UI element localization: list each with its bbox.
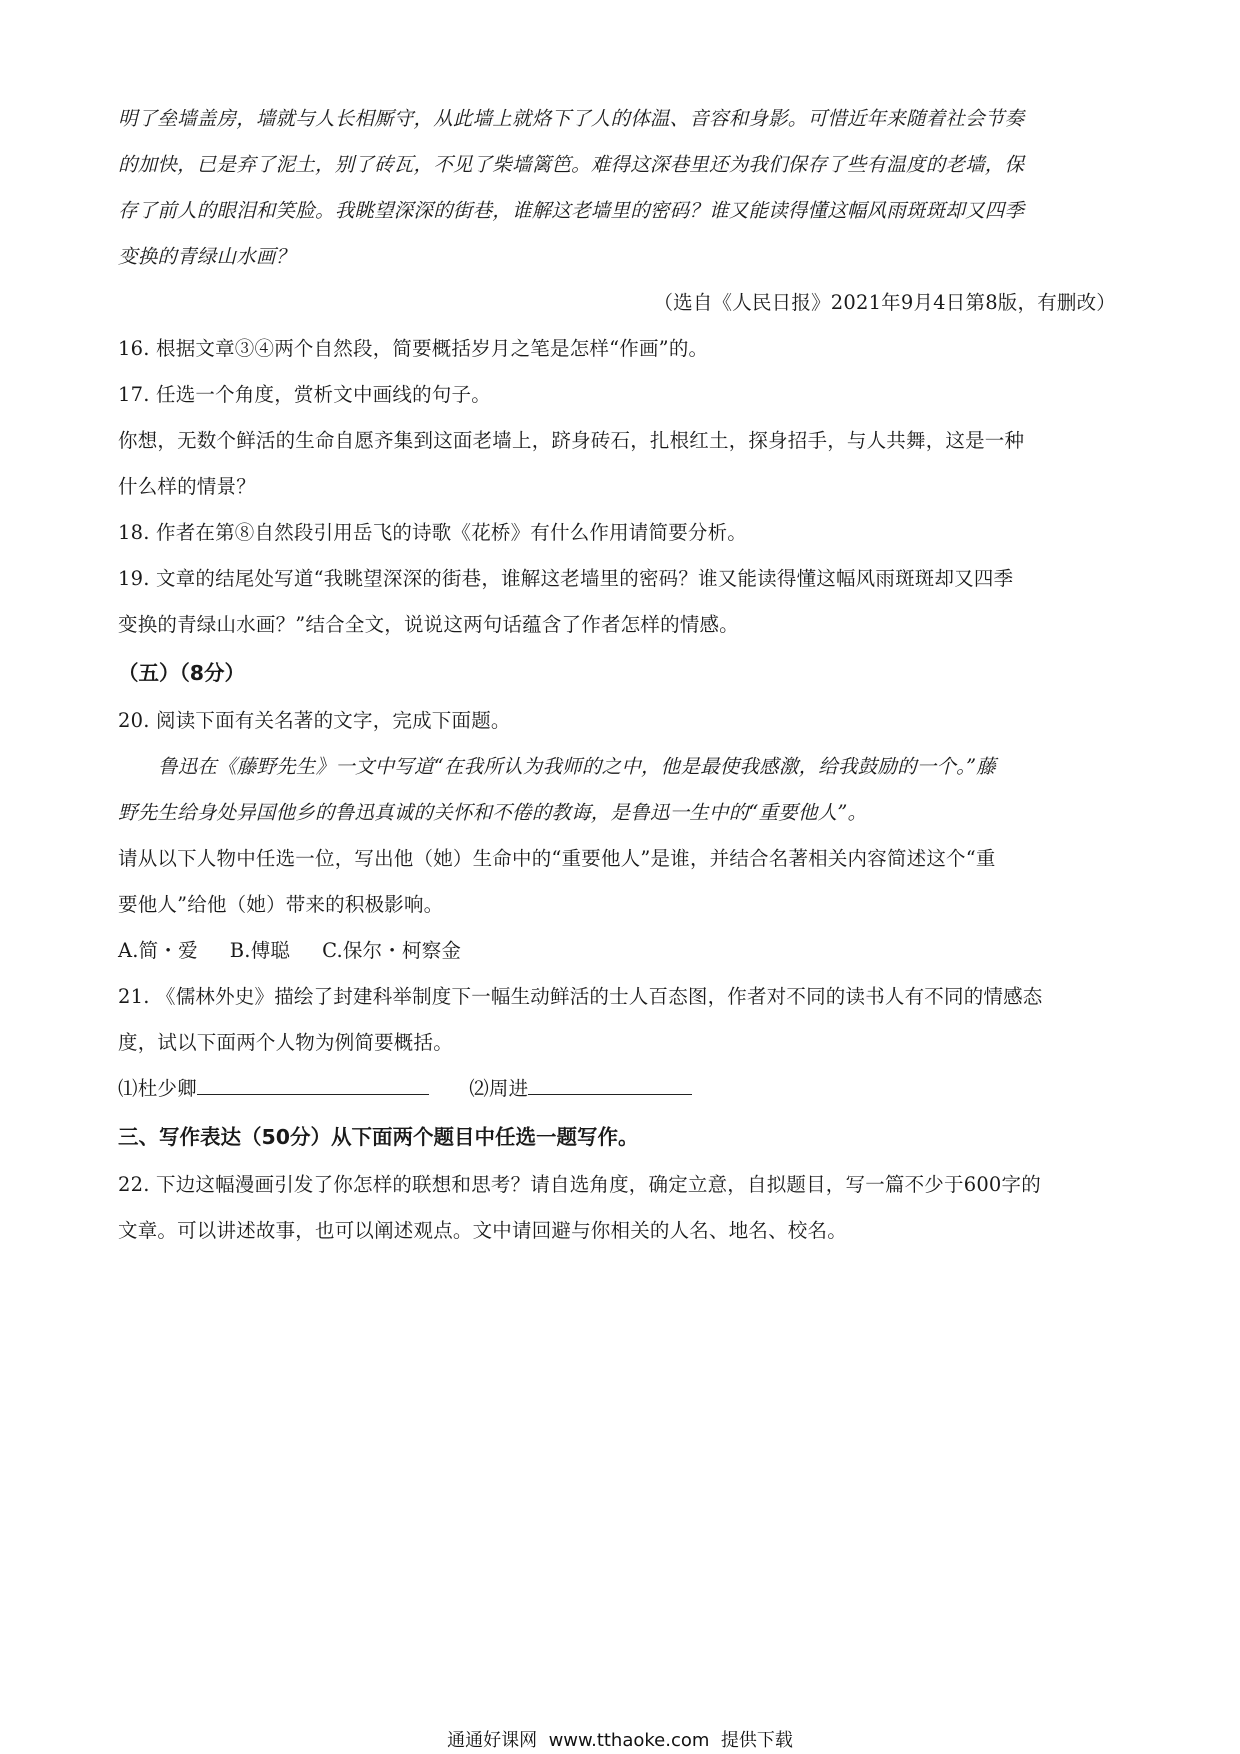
passage-line: 明了垒墙盖房，墙就与人长相厮守，从此墙上就烙下了人的体温、音容和身影。可惜近年来随着社会节奏 xyxy=(118,107,1025,130)
question-17-quote: 什么样的情景？ xyxy=(118,475,256,498)
question-21: 21. 《儒林外史》描绘了封建科举制度下一幅生动鲜活的士人百态图，作者对不同的读书人有不同的情感态 xyxy=(118,985,1043,1008)
passage-line: 存了前人的眼泪和笑脸。我眺望深深的街巷，谁解这老墙里的密码？谁又能读得懂这幅风雨斑斑却又四季 xyxy=(118,199,1025,222)
question-20-options: A.简・爱 B.傅聪 C.保尔・柯察金 xyxy=(118,939,462,962)
question-21-items xyxy=(118,1066,1122,1112)
section-5-heading: （五）（8分） xyxy=(118,661,246,685)
question-20-ask: 要他人”给他（她）带来的积极影响。 xyxy=(118,893,444,916)
question-20-passage: 野先生给身处异国他乡的鲁迅真诚的关怀和不倦的教诲，是鲁迅一生中的“重要他人”。 xyxy=(118,801,868,824)
question-21-item-2-label: ⑵周进 xyxy=(469,1077,529,1100)
section-3-heading: 三、写作表达（50分）从下面两个题目中任选一题写作。 xyxy=(118,1125,639,1149)
answer-blank-1[interactable] xyxy=(197,1072,429,1095)
exam-page xyxy=(118,96,1122,1254)
footer-watermark: 通通好课网 www.tthaoke.com 提供下载 xyxy=(447,1730,793,1751)
question-21: 度，试以下面两个人物为例简要概括。 xyxy=(118,1031,453,1054)
question-20-ask: 请从以下人物中任选一位，写出他（她）生命中的“重要他人”是谁，并结合名著相关内容简述这个“重 xyxy=(118,847,996,870)
question-18: 18. 作者在第⑧自然段引用岳飞的诗歌《花桥》有什么作用请简要分析。 xyxy=(118,521,748,544)
question-17-quote: 你想，无数个鲜活的生命自愿齐集到这面老墙上，跻身砖石，扎根红土，探身招手，与人共舞，这是一种 xyxy=(118,429,1025,452)
question-20: 20. 阅读下面有关名著的文字，完成下面题。 xyxy=(118,709,511,732)
question-19: 19. 文章的结尾处写道“我眺望深深的街巷，谁解这老墙里的密码？谁又能读得懂这幅风雨斑斑却又四季 xyxy=(118,567,1014,590)
question-17: 17. 任选一个角度，赏析文中画线的句子。 xyxy=(118,383,491,406)
passage-source: （选自《人民日报》2021年9月4日第8版，有删改） xyxy=(653,291,1116,314)
passage-line: 的加快，已是弃了泥土，别了砖瓦，不见了柴墙篱笆。难得这深巷里还为我们保存了些有温度的老墙，保 xyxy=(118,153,1025,176)
question-22: 22. 下边这幅漫画引发了你怎样的联想和思考？请自选角度，确定立意，自拟题目，写一篇不少于600字的 xyxy=(118,1173,1041,1196)
question-16: 16. 根据文章③④两个自然段，简要概括岁月之笔是怎样“作画”的。 xyxy=(118,337,709,360)
answer-blank-2[interactable] xyxy=(528,1072,692,1095)
question-19: 变换的青绿山水画？”结合全文，说说这两句话蕴含了作者怎样的情感。 xyxy=(118,613,739,636)
question-20-passage: 鲁迅在《藤野先生》一文中写道“在我所认为我师的之中，他是最使我感激，给我鼓励的一个。”藤 xyxy=(158,755,996,778)
question-22: 文章。可以讲述故事，也可以阐述观点。文中请回避与你相关的人名、地名、校名。 xyxy=(118,1219,847,1242)
question-21-item-1-label: ⑴杜少卿 xyxy=(118,1077,197,1100)
passage-line: 变换的青绿山水画？ xyxy=(118,245,296,268)
